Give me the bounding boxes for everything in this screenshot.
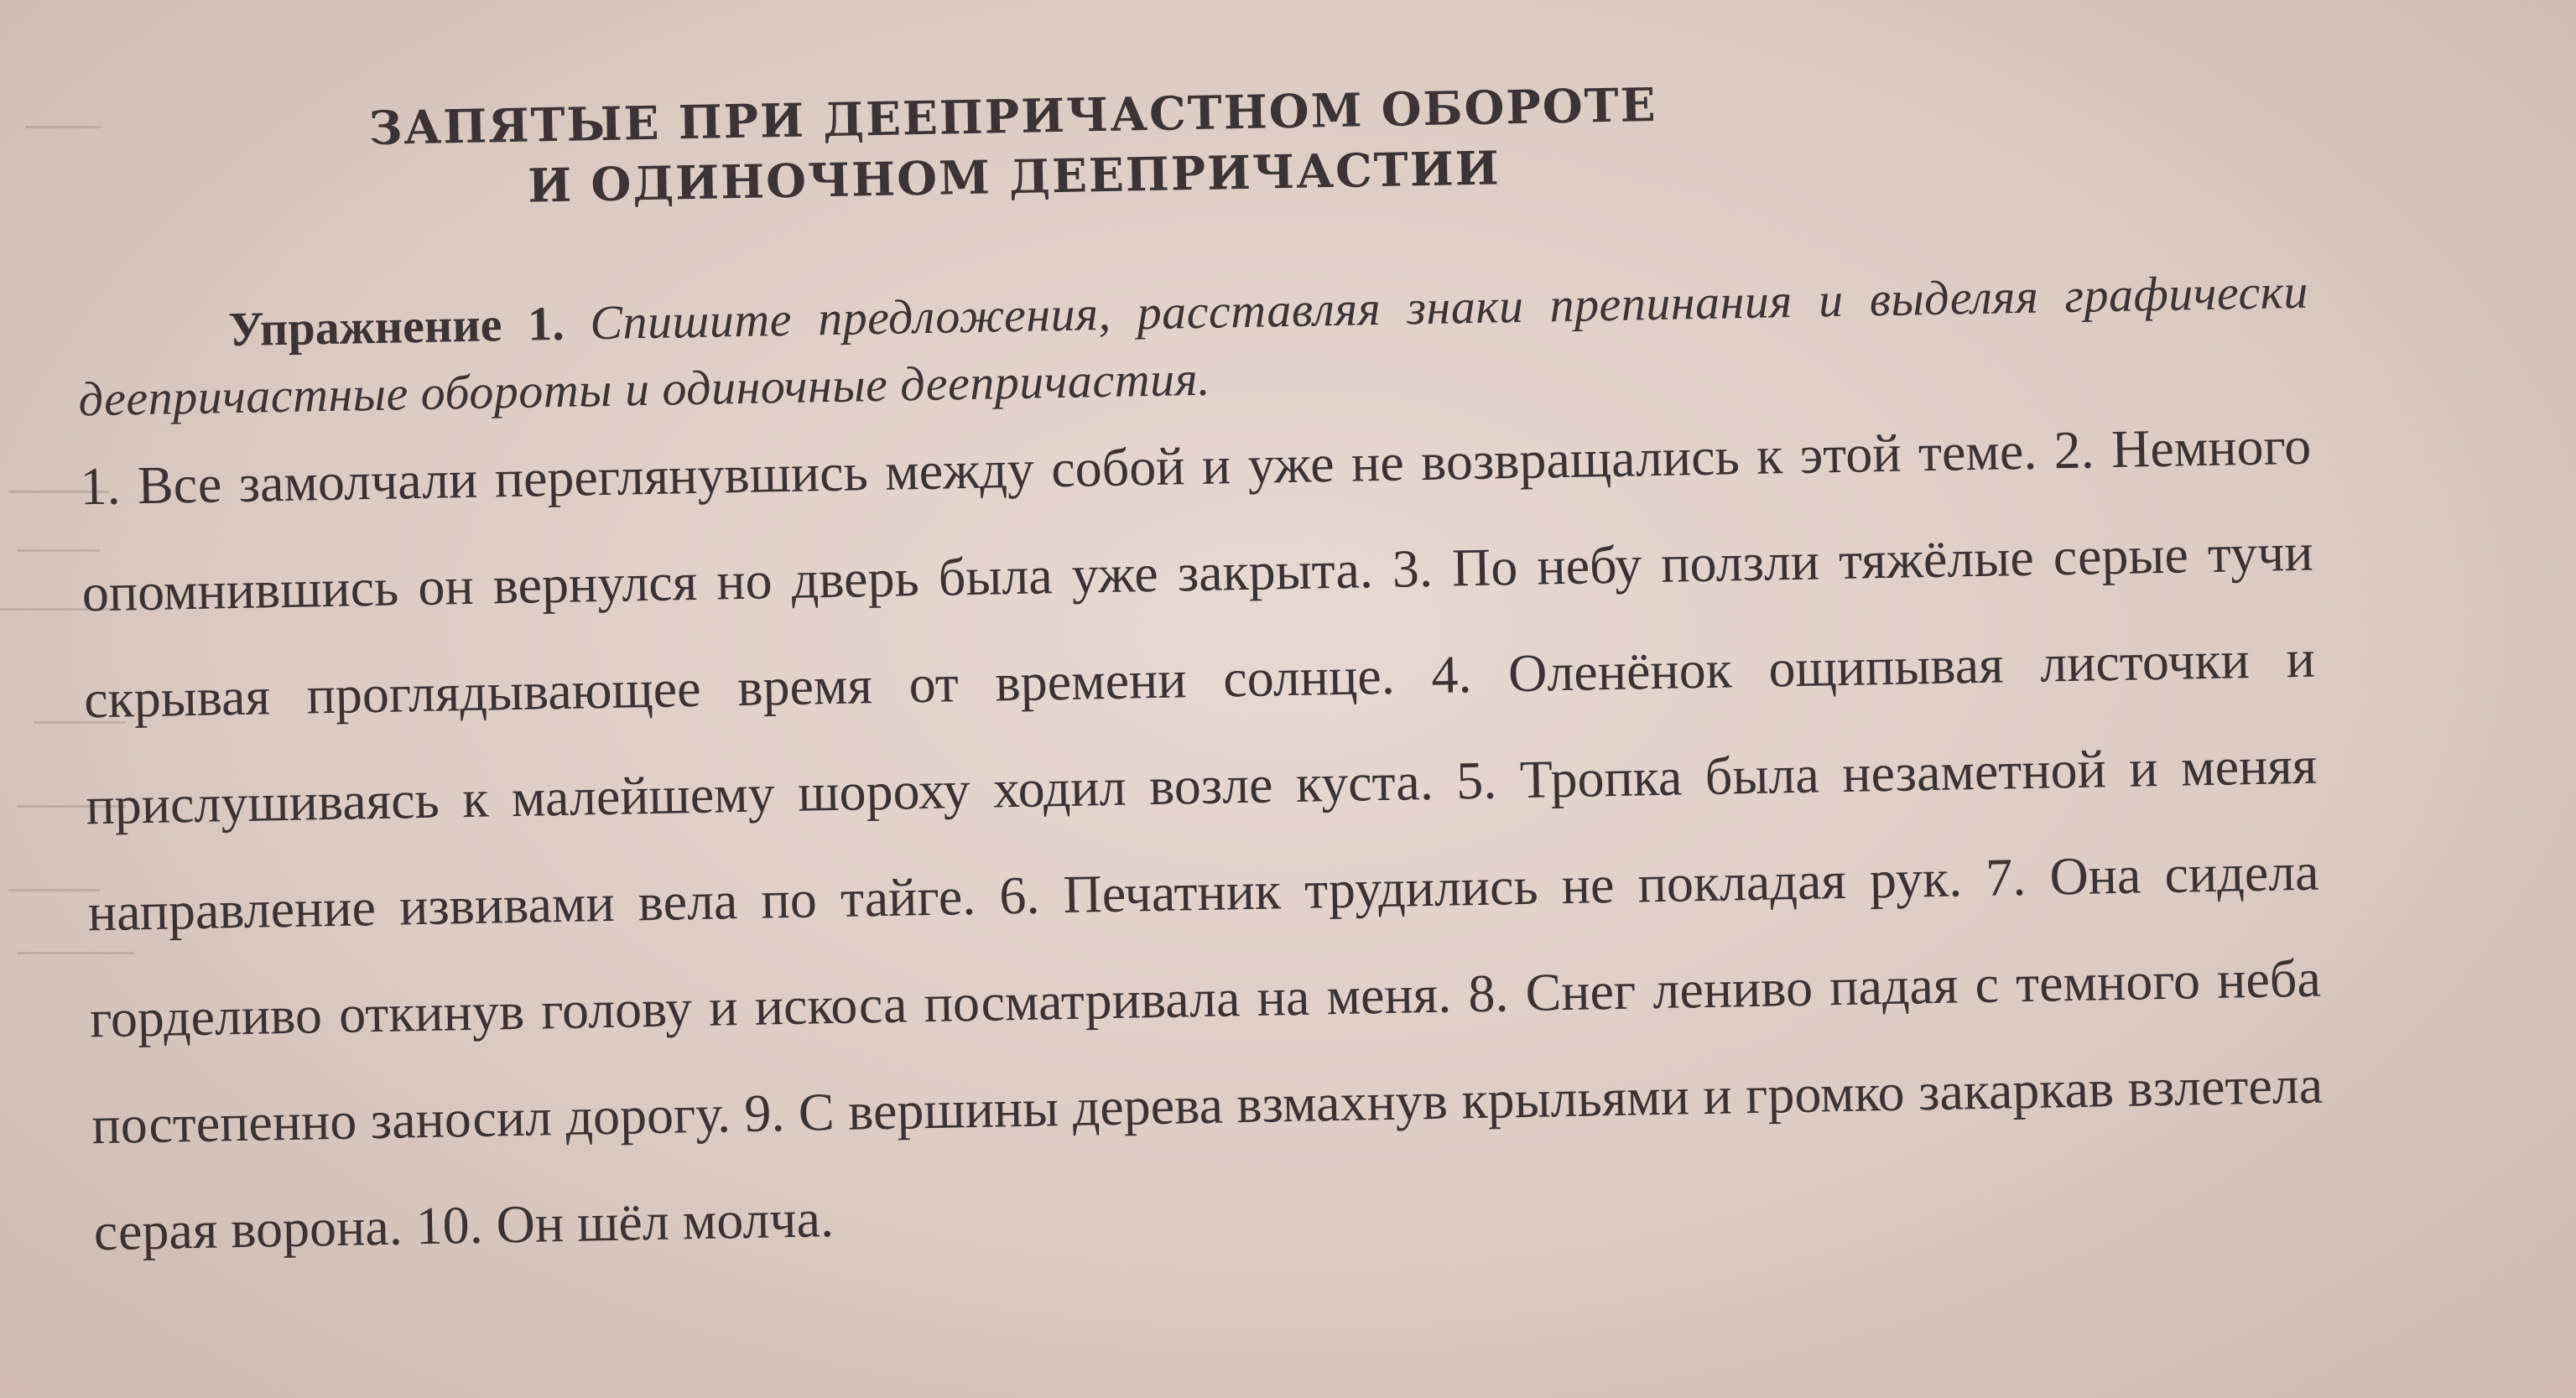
exercise-label: Упражнение 1.: [227, 295, 565, 357]
exercise-sentences: 1. Все замолчали переглянувшись между собой и уже не возвращались к этой теме. 2. Немного опомнившись он вернулся но дверь была уже закрыта. 3. По небу ползли тяжёлые серые тучи скрывая проглядывающее время от времени солнце. 4. Оленёнок ощипывая листочки и прислушиваясь к малейшему шороху ходил возле куста. 5. Тропка была незаметной и меняя направление извивами вела по тайге. 6. Печатник трудились не покладая рук. 7. Она сидела горделиво откинув голову и искоса посматривала на меня. 8. Снег лениво падая с темного неба постепенно заносил дорогу. 9. С вершины дерева взмахнув крыльями и громко закаркав взлетела серая ворона. 10. Он шёл молча.: [79, 415, 2324, 1262]
page-title-line-1: ЗАПЯТЫЕ ПРИ ДЕЕПРИЧАСТНОМ ОБОРОТЕ: [368, 76, 1658, 156]
page-title-line-2: И ОДИНОЧНОМ ДЕЕПРИЧАСТИИ: [527, 140, 1501, 213]
exercise-instruction: Спишите предложения, расставляя знаки препинания и выделяя графически деепричастные обороты и одиночные деепричастия.: [78, 263, 2309, 427]
worksheet: [78, 29, 2477, 1329]
